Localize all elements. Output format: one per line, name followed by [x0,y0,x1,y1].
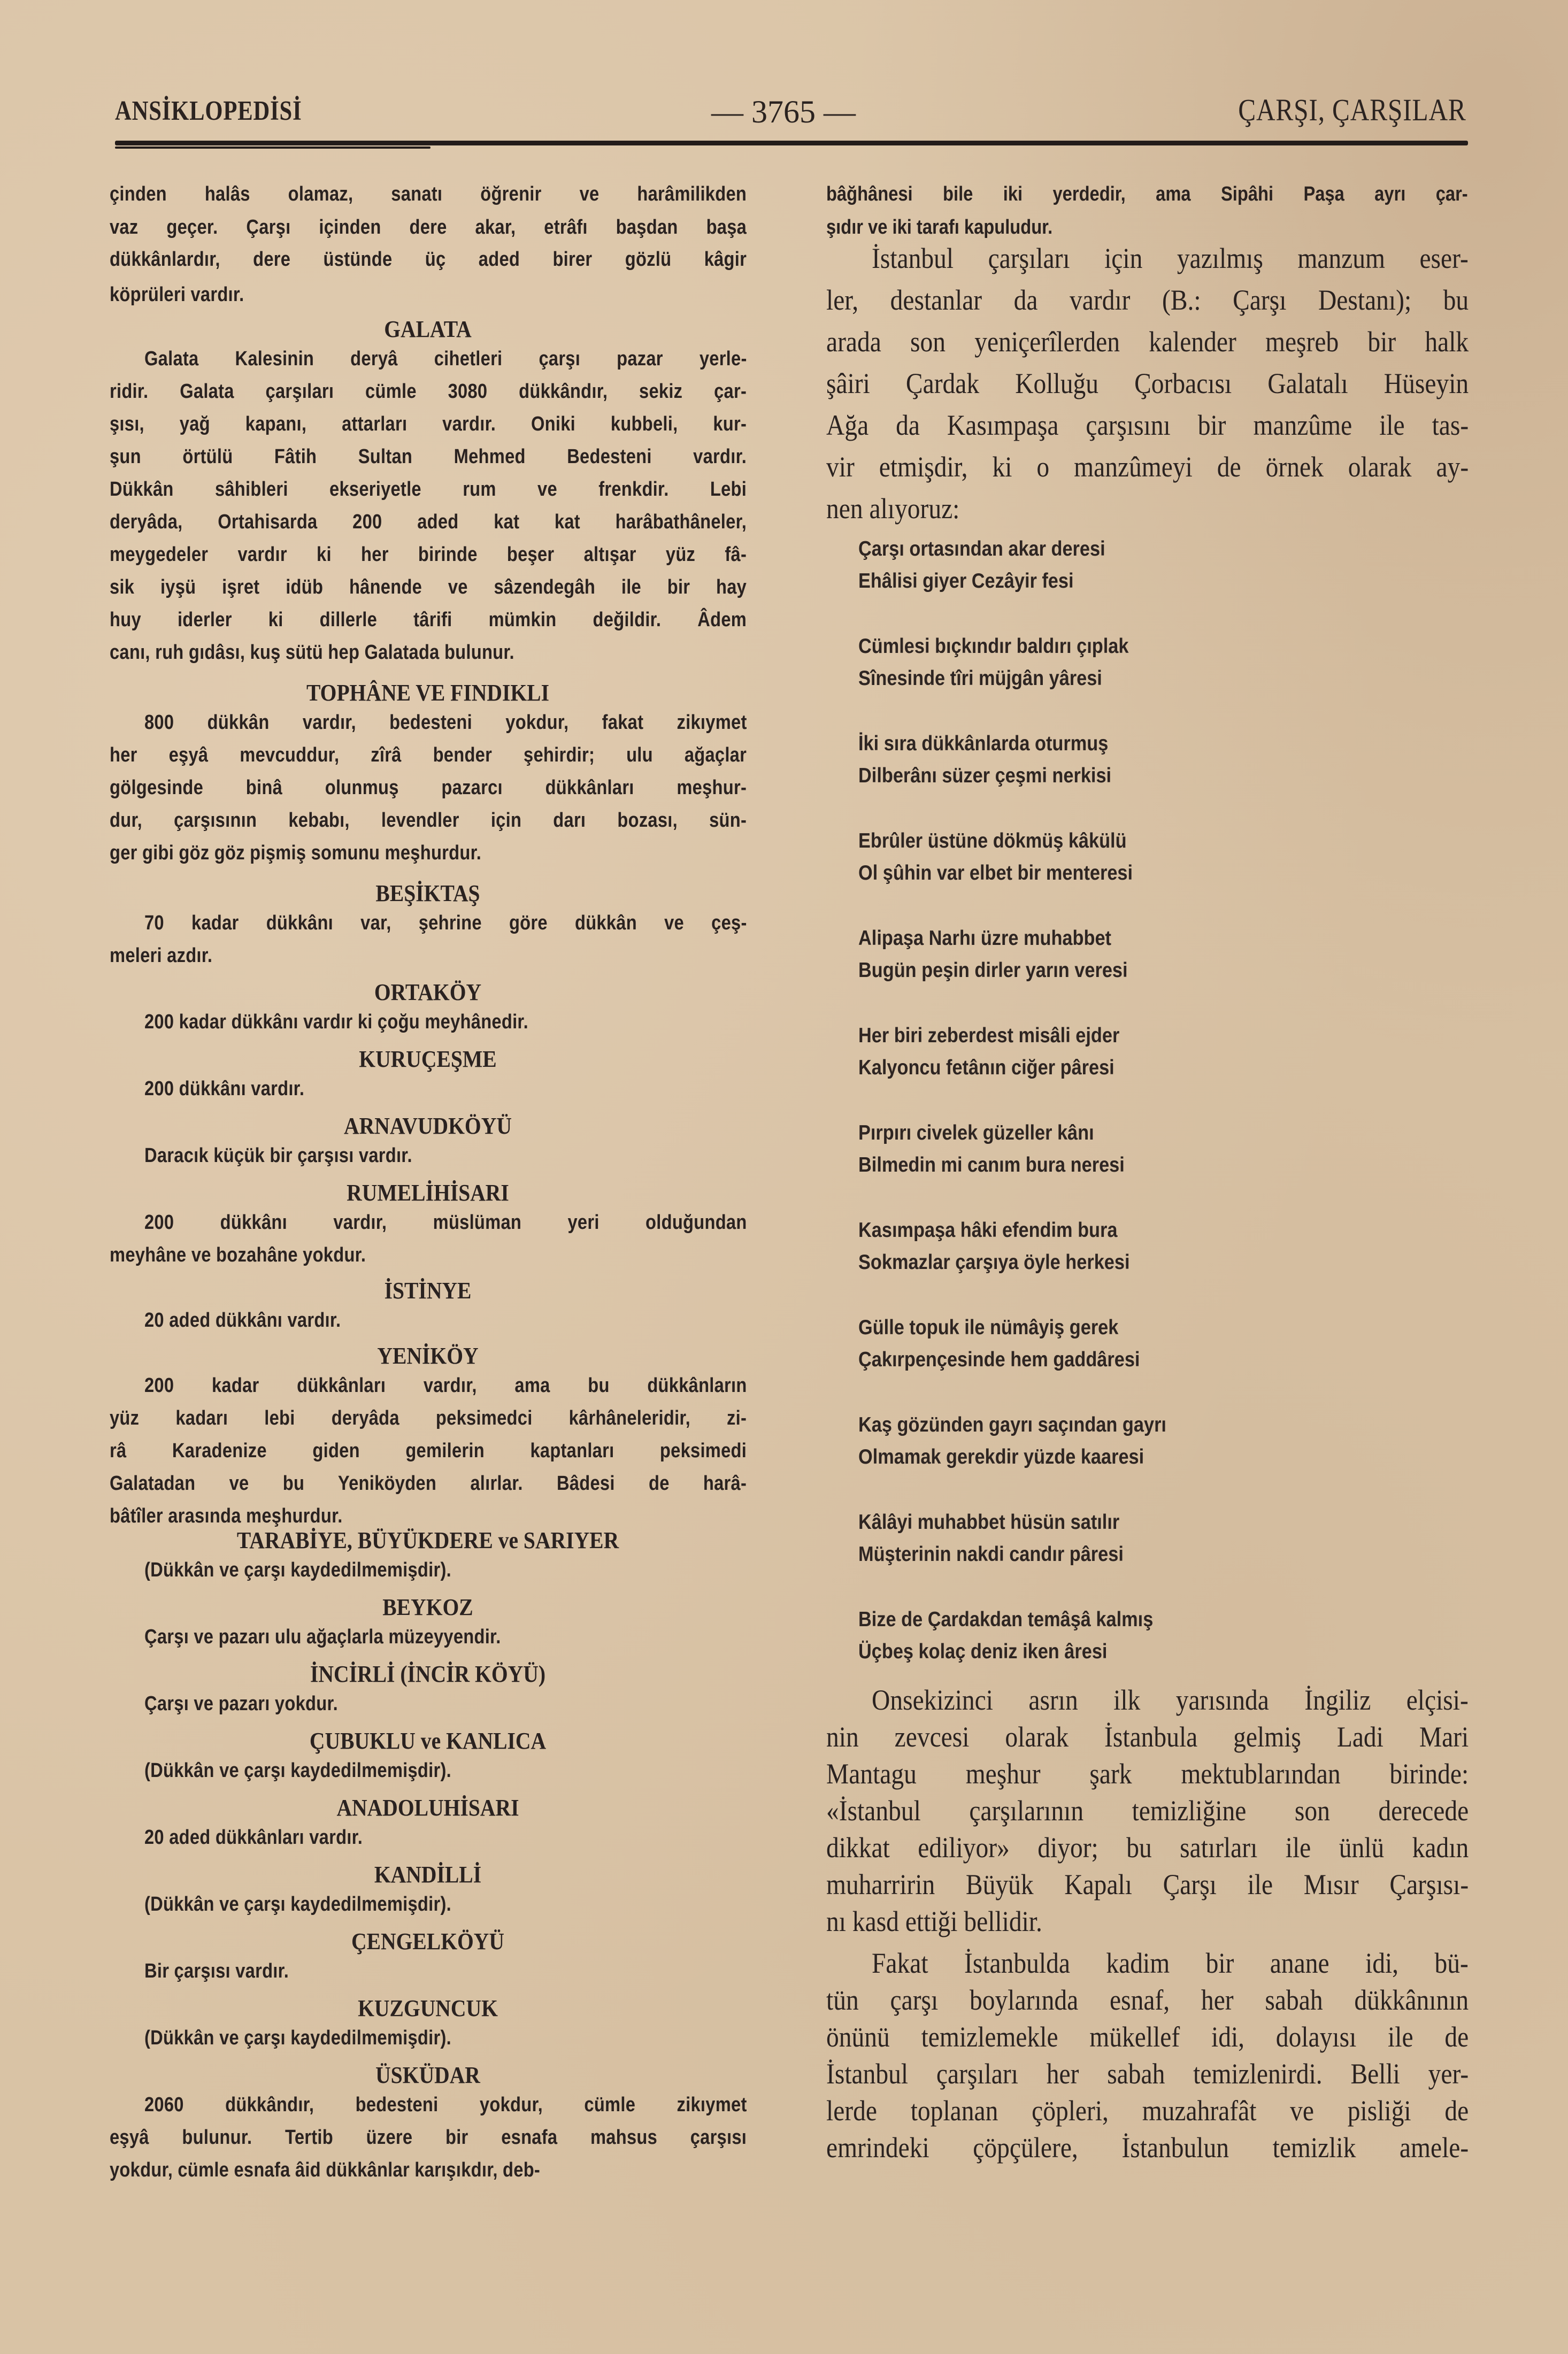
verse-line: Çarşı ortasından akar deresi [858,537,1105,560]
body-line: (Dükkân ve çarşı kaydedilmemişdir). [144,1893,451,1915]
verse-line: İki sıra dükkânlarda oturmuş [858,732,1109,755]
page-number: — 3765 — [711,94,856,129]
verse-line: Bize de Çardakdan temâşâ kalmış [858,1608,1154,1631]
body-line: dur, çarşısının kebabı, levendler için darı bozası, sün- [110,809,747,832]
body-line: her eşyâ mevcuddur, zîrâ bender şehirdir; ulu ağaçlar [110,744,747,766]
verse-line: Çakırpençesinde hem gaddâresi [858,1348,1140,1371]
body-line: önünü temizlemekle mükellef idi, dolayısı ile de [826,2021,1469,2053]
section-heading: KANDİLLİ [374,1861,482,1888]
body-line: dikkat ediliyor» diyor; bu satırları ile ünlü kadın [826,1832,1469,1864]
body-line: ger gibi göz göz pişmiş somunu meşhurdur. [110,842,482,864]
verse-line: Üçbeş kolaç deniz iken âresi [858,1640,1108,1663]
verse-line: Cümlesi bıçkındır baldırı çıplak [858,635,1129,658]
body-line: Çarşı ve pazarı yokdur. [144,1693,338,1715]
verse-line: Dilberânı süzer çeşmi nerkisi [858,764,1112,787]
body-line: köprüleri vardır. [110,283,244,306]
body-line: 20 aded dükkânları vardır. [144,1826,363,1849]
body-line: 200 kadar dükkânları vardır, ama bu dükkânların [144,1374,747,1397]
section-heading: İSTİNYE [384,1278,472,1304]
body-line: (Dükkân ve çarşı kaydedilmemişdir). [144,2027,451,2049]
body-line: emrindeki çöpçülere, İstanbulun temizlik amele- [826,2132,1469,2164]
body-line: huy iderler ki dillerle târifi mümkin değildir. Âdem [110,609,747,631]
body-line: Galata Kalesinin deryâ cihetleri çarşı pazar yerle- [144,348,747,370]
body-line: 200 dükkânı vardır. [144,1078,305,1100]
body-line: 200 dükkânı vardır, müslüman yeri olduğundan [144,1211,747,1234]
body-line: şıdır ve iki tarafı kapuludur. [826,216,1053,239]
body-line: tün çarşı boylarında esnaf, her sabah dükkânının [826,1984,1469,2016]
body-line: muharririn Büyük Kapalı Çarşı ile Mısır Çarşısı- [826,1868,1469,1901]
verse-line: Bugün peşin dirler yarın veresi [858,959,1128,982]
body-line: canı, ruh gıdâsı, kuş sütü hep Galatada bulunur. [110,641,514,664]
running-header-right: ÇARŞI, ÇARŞILAR [1238,93,1466,127]
body-line: yüz kadarı lebi deryâda peksimedci kârhâneleridir, zi- [110,1407,747,1429]
body-line: meygedeler vardır ki her birinde beşer altışar yüz fâ- [110,543,747,566]
body-line: arada son yeniçerîlerden kalender meşreb bir halk [826,326,1469,358]
body-line: nı kasd ettiği bellidir. [826,1905,1042,1937]
running-header-left: ANSİKLOPEDİSİ [115,96,302,126]
verse-line: Kalyoncu fetânın ciğer pâresi [858,1056,1114,1079]
body-line: İstanbul çarşıları için yazılmış manzum eser- [872,242,1469,274]
body-line: dükkânlardır, dere üstünde üç aded birer gözlü kâgir [110,248,747,271]
verse-line: Olmamak gerekdir yüzde kaaresi [858,1445,1144,1468]
verse-line: Bilmedin mi canım bura neresi [858,1153,1125,1176]
verse-line: Pırpırı civelek güzeller kânı [858,1121,1094,1144]
verse-line: Kasımpaşa hâki efendim bura [858,1219,1118,1242]
section-heading: TARABİYE, BÜYÜKDERE ve SARIYER [236,1527,619,1553]
section-heading: KUZGUNCUK [358,1995,498,2021]
section-heading: ÇUBUKLU ve KANLICA [309,1728,547,1754]
body-line: vir etmişdir, ki o manzûmeyi de örnek olarak ay- [826,451,1469,483]
body-line: nen alıyoruz: [826,493,960,525]
section-heading: YENİKÖY [377,1343,479,1369]
body-line: Ağa da Kasımpaşa çarşısını bir manzûme ile tas- [826,409,1469,441]
body-line: şun örtülü Fâtih Sultan Mehmed Bedesteni vardır. [110,445,747,468]
section-heading: RUMELİHİSARI [347,1180,509,1206]
body-line: meyhâne ve bozahâne yokdur. [110,1244,366,1266]
body-line: İstanbul çarşıları her sabah temizlenirdi. Belli yer- [826,2058,1469,2090]
body-line: bâtîler arasında meşhurdur. [110,1505,343,1527]
body-line: şısı, yağ kapanı, attarları vardır. Oniki kubbeli, kur- [110,413,747,435]
body-line: Fakat İstanbulda kadim bir anane idi, bü- [872,1947,1469,1979]
body-line: sik iyşü işret idüb hânende ve sâzendegâh ile bir hay [110,576,747,598]
body-line: 20 aded dükkânı vardır. [144,1309,341,1332]
body-line: Onsekizinci asrın ilk yarısında İngiliz elçisi- [872,1684,1469,1716]
verse-line: Ebrûler üstüne dökmüş kâkülü [858,829,1127,852]
section-heading: KURUÇEŞME [359,1046,497,1072]
body-line: lerde toplanan çöpleri, muzahrafât ve pisliği de [826,2095,1469,2127]
body-line: ler, destanlar da vardır (B.: Çarşı Destanı); bu [826,284,1469,316]
verse-line: Ol şûhin var elbet bir menteresi [858,861,1133,884]
section-heading: TOPHÂNE VE FINDIKLI [306,680,550,706]
body-line: gölgesinde binâ olunmuş pazarcı dükkânları meşhur- [110,776,747,799]
body-line: râ Karadenize giden gemilerin kaptanları peksimedi [110,1440,747,1462]
body-line: 200 kadar dükkânı vardır ki çoğu meyhânedir. [144,1011,528,1033]
body-line: çinden halâs olamaz, sanatı öğrenir ve harâmilikden [110,183,747,205]
body-line: Bir çarşısı vardır. [144,1960,289,1982]
body-line: vaz geçer. Çarşı içinden dere akar, etrâfı başdan başa [110,216,747,239]
body-line: (Dükkân ve çarşı kaydedilmemişdir). [144,1759,451,1782]
verse-line: Gülle topuk ile nümâyiş gerek [858,1316,1119,1339]
body-line: ridir. Galata çarşıları cümle 3080 dükkândır, sekiz çar- [110,380,747,403]
section-heading: GALATA [384,316,472,342]
verse-line: Kaş gözünden gayrı saçından gayrı [858,1413,1166,1436]
verse-line: Ehâlisi giyer Cezâyir fesi [858,570,1074,593]
body-line: Çarşı ve pazarı ulu ağaçlarla müzeyyendir. [144,1626,501,1648]
section-heading: ANADOLUHİSARI [336,1795,519,1821]
verse-line: Müşterinin nakdi candır pâresi [858,1543,1124,1566]
verse-line: Sokmazlar çarşıya öyle herkesi [858,1251,1130,1274]
section-heading: İNCİRLİ (İNCİR KÖYÜ) [310,1661,546,1687]
body-line: 2060 dükkândır, bedesteni yokdur, cümle zikıymet [144,2094,747,2116]
section-heading: BEŞİKTAŞ [375,880,480,906]
body-line: (Dükkân ve çarşı kaydedilmemişdir). [144,1559,451,1581]
body-line: meleri azdır. [110,944,213,967]
body-line: bâğhânesi bile iki yerdedir, ama Sipâhi Paşa ayrı çar- [826,183,1468,205]
verse-line: Her biri zeberdest misâli ejder [858,1024,1120,1047]
body-line: yokdur, cümle esnafa âid dükkânlar karışıkdır, deb- [110,2159,541,2181]
section-heading: BEYKOZ [382,1594,473,1620]
section-heading: ÇENGELKÖYÜ [351,1928,505,1955]
section-heading: ARNAVUDKÖYÜ [344,1113,512,1139]
body-line: Galatadan ve bu Yeniköyden alırlar. Bâdesi de harâ- [110,1472,747,1495]
body-line: nin zevcesi olarak İstanbula gelmiş Ladi Mari [826,1721,1469,1753]
verse-line: Kâlâyi muhabbet hüsün satılır [858,1511,1120,1534]
verse-line: Sînesinde tîri müjgân yâresi [858,667,1102,690]
body-line: şâiri Çardak Kolluğu Çorbacısı Galatalı Hüseyin [826,367,1469,399]
body-line: Dükkân sâhibleri ekseriyetle rum ve frenkdir. Lebi [110,478,747,501]
verse-line: Alipaşa Narhı üzre muhabbet [858,927,1111,950]
body-line: Daracık küçük bir çarşısı vardır. [144,1144,412,1167]
body-line: Mantagu meşhur şark mektublarından birinde: [826,1758,1469,1790]
body-line: 70 kadar dükkânı var, şehrine göre dükkân ve çeş- [144,912,747,934]
section-heading: ÜSKÜDAR [375,2062,480,2088]
section-heading: ORTAKÖY [374,979,482,1005]
body-line: 800 dükkân vardır, bedesteni yokdur, fakat zikıymet [144,711,747,734]
body-line: eşyâ bulunur. Tertib üzere bir esnafa mahsus çarşısı [110,2126,747,2149]
body-line: deryâda, Ortahisarda 200 aded kat kat harâbathâneler, [110,511,747,533]
body-line: «İstanbul çarşılarının temizliğine son derecede [826,1795,1469,1827]
header-rule [115,141,1468,145]
header-rule-accent [115,147,431,149]
